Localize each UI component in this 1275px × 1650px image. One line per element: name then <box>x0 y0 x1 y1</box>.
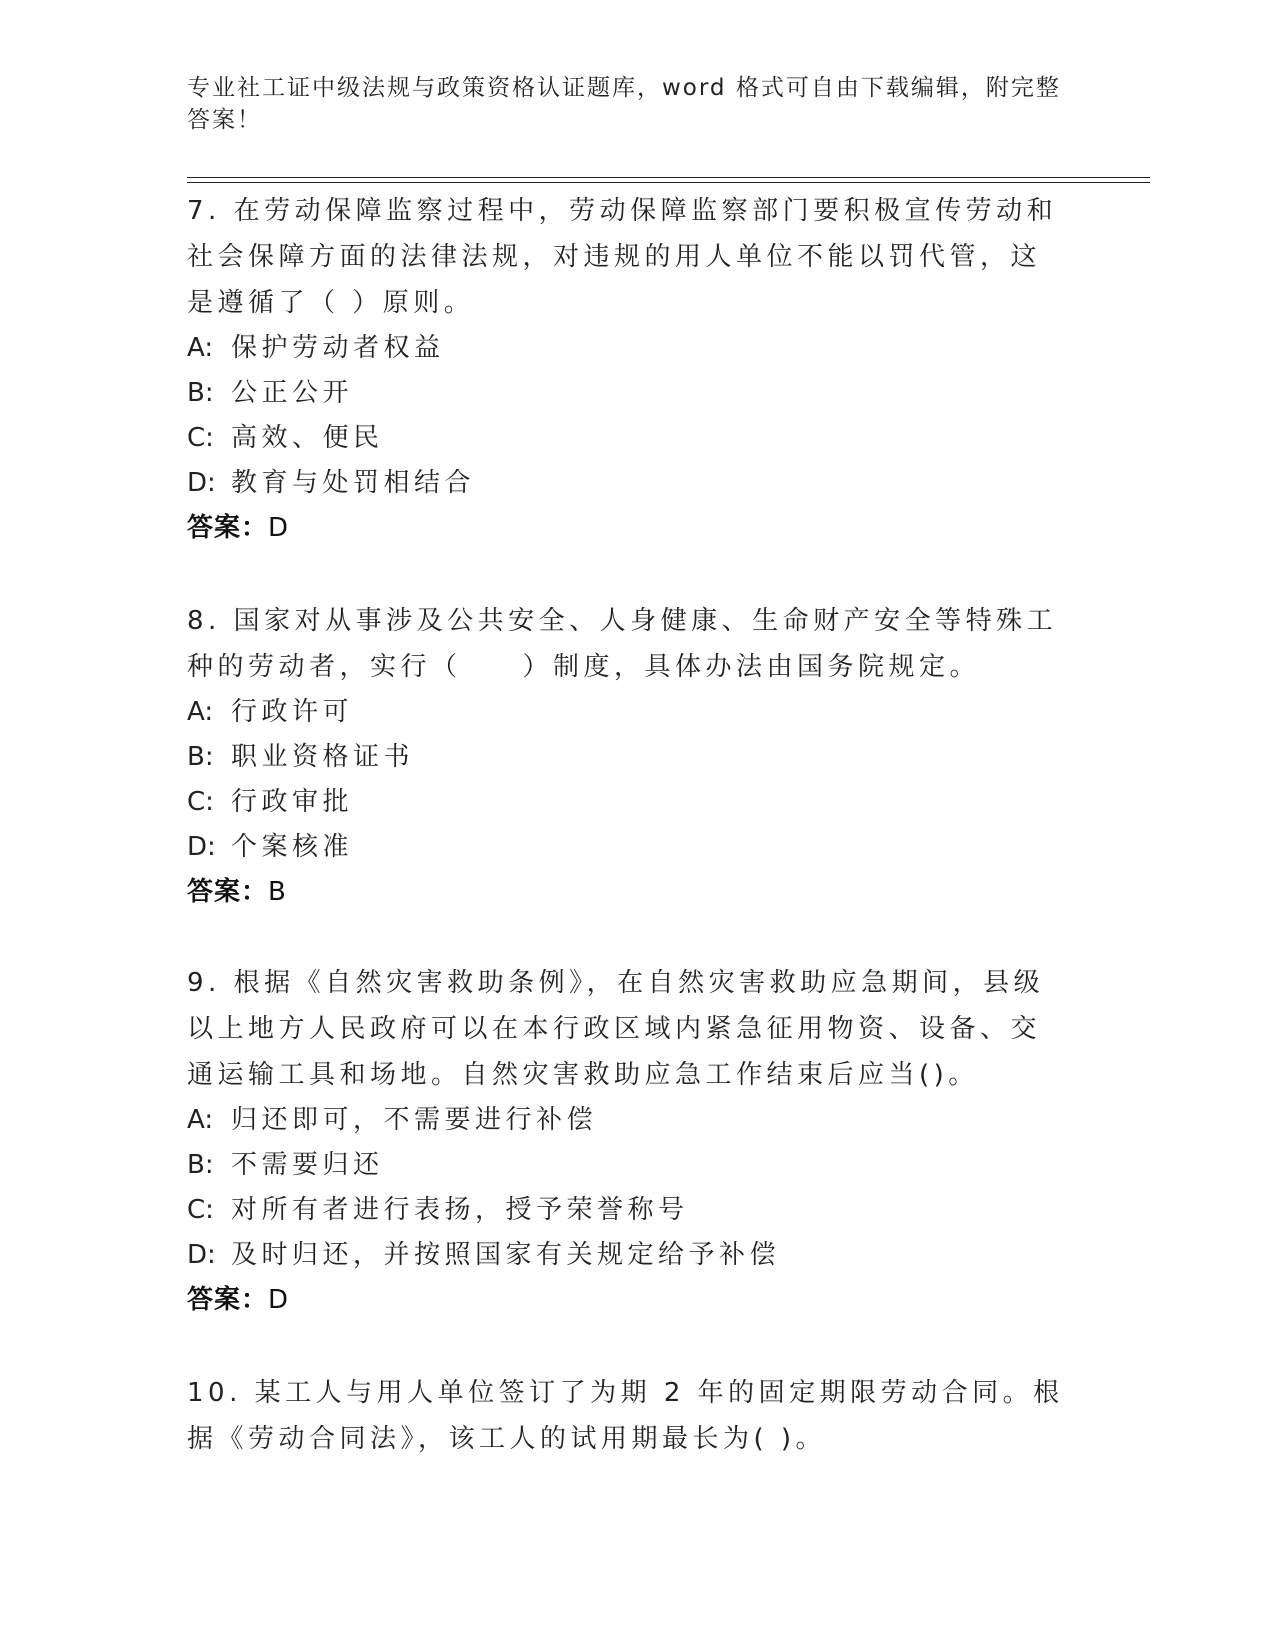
question-10 <box>187 1370 1067 1462</box>
question-stem: 9. 根据《自然灾害救助条例》，在自然灾害救助应急期间，县级以上地方人民政府可以在本行政区域内紧急征用物资、设备、交通运输工具和场地。自然灾害救助应急工作结束后应当()。 <box>187 968 1045 1090</box>
option-a <box>187 326 1067 371</box>
option-key: C: <box>187 423 214 453</box>
option-key: B: <box>187 742 214 772</box>
header-divider-top <box>187 177 1150 178</box>
option-c <box>187 1188 1067 1233</box>
option-key: C: <box>187 1195 214 1225</box>
option-text: 行政许可 <box>231 697 354 727</box>
option-b <box>187 371 1067 416</box>
question-8 <box>187 598 1067 915</box>
answer-line <box>187 870 1067 915</box>
option-text: 归还即可，不需要进行补偿 <box>231 1105 598 1135</box>
option-text: 行政审批 <box>231 787 354 817</box>
option-b <box>187 1143 1067 1188</box>
option-text: 教育与处罚相结合 <box>231 468 476 498</box>
option-text: 高效、便民 <box>231 423 384 453</box>
option-c <box>187 780 1067 825</box>
answer-value: B <box>268 877 287 907</box>
answer-line <box>187 1278 1067 1323</box>
question-9 <box>187 960 1067 1323</box>
option-text: 对所有者进行表扬，授予荣誉称号 <box>231 1195 689 1225</box>
option-key: A: <box>187 333 214 363</box>
option-d <box>187 1233 1067 1278</box>
option-key: C: <box>187 787 214 817</box>
option-text: 公正公开 <box>231 378 354 408</box>
document-header: 专业社工证中级法规与政策资格认证题库，word 格式可自由下载编辑，附完整答案！ <box>187 75 1061 133</box>
option-key: D: <box>187 832 216 862</box>
option-key: B: <box>187 1150 214 1180</box>
option-text: 保护劳动者权益 <box>231 333 445 363</box>
question-stem: 10. 某工人与用人单位签订了为期 2 年的固定期限劳动合同。根据《劳动合同法》，该工人的试用期最长为( )。 <box>187 1378 1064 1454</box>
option-key: B: <box>187 378 214 408</box>
question-stem: 7. 在劳动保障监察过程中，劳动保障监察部门要积极宣传劳动和社会保障方面的法律法规，对违规的用人单位不能以罚代管，这是遵循了（ ）原则。 <box>187 196 1058 318</box>
option-key: A: <box>187 1105 214 1135</box>
option-key: A: <box>187 697 214 727</box>
option-d <box>187 825 1067 870</box>
option-text: 职业资格证书 <box>231 742 415 772</box>
option-a <box>187 1098 1067 1143</box>
option-b <box>187 735 1067 780</box>
option-d <box>187 461 1067 506</box>
answer-line <box>187 506 1067 551</box>
option-text: 及时归还，并按照国家有关规定给予补偿 <box>231 1240 781 1270</box>
header-divider-bottom <box>187 182 1150 183</box>
answer-label: 答案： <box>187 877 269 907</box>
answer-value: D <box>268 513 290 543</box>
option-key: D: <box>187 1240 216 1270</box>
option-key: D: <box>187 468 216 498</box>
option-c <box>187 416 1067 461</box>
answer-label: 答案： <box>187 1285 269 1315</box>
option-text: 个案核准 <box>231 832 354 862</box>
answer-value: D <box>268 1285 290 1315</box>
answer-label: 答案： <box>187 513 269 543</box>
question-stem: 8. 国家对从事涉及公共安全、人身健康、生命财产安全等特殊工种的劳动者，实行（ ）制度，具体办法由国务院规定。 <box>187 606 1058 682</box>
option-text: 不需要归还 <box>231 1150 384 1180</box>
question-7 <box>187 188 1067 551</box>
option-a <box>187 690 1067 735</box>
